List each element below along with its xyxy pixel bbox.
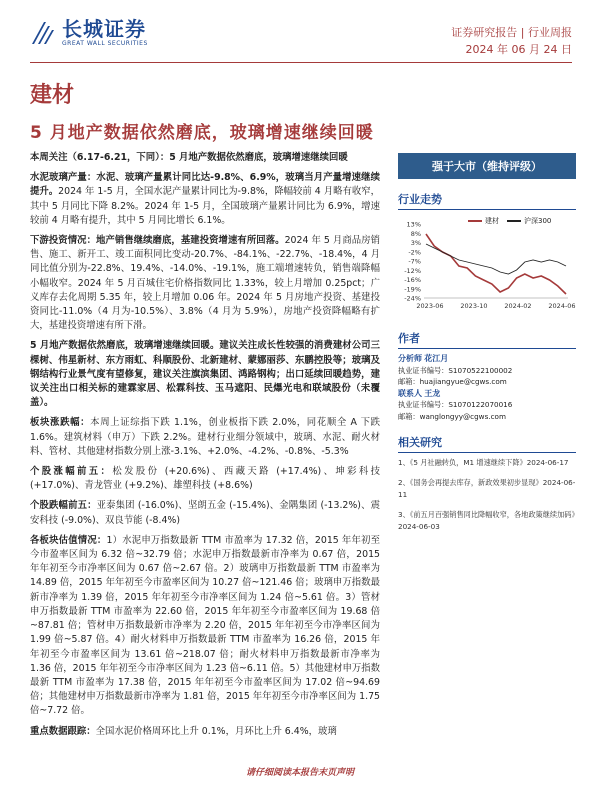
paragraph-investment: [30, 234, 380, 333]
production-text: 2024 年 1-5 月，全国水泥产量累计同比为-9.8%，降幅较前 4 月略有收窄，其中 5 月同比下降 8.2%。2024 年 1-5 月，全国玻璃产量累计同比为 6.9%，增速较前 4 月略有提升，其中 5 月同比增长 6.1%。: [30, 186, 380, 226]
analyst-email: 邮箱：wanglongyy@cgws.com: [398, 411, 506, 421]
losers-text: 亚泰集团 (-16.0%)、坚朗五金 (-15.4%)、金隅集团 (-13.2%)、震安科技 (-9.0%)、双良节能 (-8.4%): [30, 500, 380, 526]
paragraph-top-gainers: [30, 465, 380, 493]
logo-text: 长城证券: [62, 17, 146, 41]
related-heading: 相关研究: [398, 434, 576, 453]
report-meta: [451, 24, 572, 58]
performance-text: 本周上证综指下跌 1.1%，创业板指下跌 2.0%，同花顺全 A 下跌 1.6%。建筑材料（申万）下跌 2.2%。建材行业细分领域中，玻璃、水泥、耐火材料、管材、其他建材指数分别上涨-3.1%、+2.0%、-4.2%、-0.8%、-5.3%: [30, 417, 380, 457]
paragraph-valuation: [30, 534, 380, 719]
tracking-text: 全国水泥价格周环比上升 0.1%，月环比上升 6.4%，玻璃: [95, 725, 337, 737]
header-divider: [30, 62, 572, 63]
paragraph-performance: [30, 416, 380, 459]
legend-swatch: [507, 220, 521, 222]
performance-heading: 板块涨跌幅：: [30, 417, 91, 429]
series-line-building-materials: [426, 234, 566, 294]
gainers-heading: 个股涨幅前五：: [30, 466, 113, 478]
production-heading: 水泥玻璃产量：水泥、玻璃产量累计同比达-9.8%、6.9%，玻璃当月产量增速继续提升。: [30, 172, 380, 198]
main-text: [30, 151, 380, 745]
x-tick-label: 2024-02: [504, 302, 532, 310]
legend-item-building: [468, 216, 499, 226]
analyst-role: 分析师: [398, 354, 422, 363]
series-line-csi300: [426, 244, 566, 274]
logo-subtext: GREAT WALL SECURITIES: [62, 40, 148, 47]
paragraph-recommendation: [30, 339, 380, 410]
trend-heading: 行业走势: [398, 191, 576, 210]
y-tick-label: -16%: [404, 276, 421, 284]
y-tick-label: -7%: [408, 257, 421, 266]
author-heading: 作者: [398, 330, 576, 349]
logo-mark-icon: [30, 20, 56, 46]
gainers-text: 松发股份 (+20.6%)、西藏天路 (+17.4%)、坤彩科技 (+17.0%)、青龙管业 (+9.2%)、雄塑科技 (+8.6%): [30, 466, 380, 492]
rating-badge: 强于大市（维持评级）: [398, 153, 576, 179]
y-tick-label: 3%: [410, 239, 421, 247]
paragraph-production: [30, 171, 380, 228]
related-item[interactable]: 2、《国务会再提去库存，新政效果初步显现》2024-06-11: [398, 478, 576, 499]
related-item[interactable]: 1、《5 月社融转负，M1 增速继续下降》2024-06-17: [398, 458, 569, 467]
recommendation-text: 5 月地产数据依然磨底，玻璃增速继续回暖。建议关注成长性较强的消费建材公司三棵树、伟星新材、东方雨虹、科顺股份、北新建材、蒙娜丽莎、东鹏控股等；玻璃及钢结构行业景气度有望修复，建议关注旗滨集团、鸿路钢构；出口延续回暖趋势，建议关注出口相关标的建霖家居、松霖科技、玉马遮阳、民爆光电和联域股份（未覆盖）。: [30, 340, 380, 409]
paragraph-focus: [30, 151, 380, 165]
y-tick-label: -12%: [404, 266, 421, 275]
chart-svg: [398, 214, 576, 314]
valuation-heading: 各板块估值情况：: [30, 534, 107, 546]
y-tick-label: -19%: [404, 285, 421, 294]
x-tick-label: 2023-10: [460, 302, 488, 310]
analyst-cert: 执业证书编号：S1070522100002: [398, 365, 513, 375]
trend-chart: [398, 214, 576, 318]
related-list: [398, 457, 576, 533]
legend-item-csi300: [507, 216, 551, 226]
analyst-cert: 执业证书编号：S1070122070016: [398, 400, 513, 409]
report-title: 5 月地产数据依然磨底，玻璃增速继续回暖: [30, 123, 374, 143]
analyst-email: 邮箱：huajiangyue@cgws.com: [398, 377, 507, 386]
x-tick-label: 2024-06: [548, 302, 576, 310]
legend-label: 沪深300: [524, 217, 552, 225]
analyst-1: [398, 353, 576, 388]
report-date: 2024 年 06 月 24 日: [465, 43, 572, 56]
tracking-heading: 重点数据跟踪：: [30, 725, 96, 737]
footer-disclaimer: 请仔细阅读本报告末页声明: [245, 768, 354, 778]
x-tick-label: 2023-06: [416, 302, 444, 310]
analyst-name: 花江月: [424, 354, 449, 363]
y-tick-label: -24%: [404, 294, 421, 303]
y-tick-label: 13%: [406, 220, 421, 229]
investment-text: 2024 年 5 月商品房销售、施工、新开工、竣工面积同比变动-20.7%、-84.1%、-22.7%、-18.4%，4 月同比值分别为-22.8%、19.4%、-14.0%、-19.1%，施工端增速转负，销售端降幅小幅收窄。2024 年 5 月百城住宅价格指数同比 1.33%，较上月增加 0.25pct；广义库存去化周期 5.35 年，较上月增加 0.06 年。2024 年 5 月房地产投资、基建投资同比-11.0%（4 月为-10.5%）、3.8%（4 月为 5.9%），房地产投资降幅略有扩大，基建投资增速有所下滑。: [30, 235, 380, 332]
focus-heading: 本周关注（6.17-6.21，下同）：5 月地产数据依然磨底，玻璃增速继续回暖: [30, 152, 348, 163]
paragraph-data-tracking: [30, 725, 380, 739]
report-type: 证券研究报告 | 行业周报: [451, 26, 572, 39]
y-tick-label: 8%: [410, 229, 421, 238]
analyst-2: [398, 388, 576, 423]
analyst-name: 王龙: [424, 388, 441, 398]
investment-heading: 下游投资情况：地产销售继续磨底，基建投资增速有所回落。: [30, 235, 285, 247]
legend-swatch: [468, 220, 482, 222]
sidebar: [398, 151, 576, 541]
legend-label: 建材: [485, 217, 499, 225]
paragraph-top-losers: [30, 499, 380, 527]
valuation-text: 1）水泥申万指数最新 TTM 市盈率为 17.32 倍，2015 年年初至今市盈率区间为 6.32 倍~32.79 倍；水泥申万指数最新市净率为 0.67 倍，2015 年年初至今市净率区间为 0.67 倍~2.67 倍。2）玻璃申万指数最新 TTM 市盈率为 14.89 倍，2015 年年初至今市盈率区间为 10.27 倍~121.46 倍；玻璃申万指数最新市净率为 1.39 倍，2015 年年初至今市净率区间为 1.24 倍~5.61 倍。3）管材申万指数最新 TTM 市盈率为 22.60 倍，2015 年年初至今市盈率区间为 19.68 倍~87.81 倍；管材申万指数最新市净率为 2.20 倍，2015 年年初至今市净率区间为 1.99 倍~5.87 倍。4）耐火材料申万指数最新 TTM 市盈率为 16.26 倍，2015 年年初至今市盈率区间为 13.61 倍~218.07 倍；耐火材料申万指数最新市净率为 1.36 倍，2015 年年初至今市净率区间为 1.23 倍~6.11 倍。5）其他建材申万指数最新 TTM 市盈率为 17.38 倍，2015 年年初至今市盈率区间为 17.02 倍~94.69 倍；其他建材申万指数最新市净率为 1.81 倍，2015 年年初至今市净率区间为 1.75 倍~7.72 倍。: [30, 534, 380, 717]
analyst-block: [398, 353, 576, 422]
losers-heading: 个股跌幅前五：: [30, 500, 97, 512]
related-item[interactable]: 3、《前五月百强销售同比降幅收窄，各地政策继续加码》2024-06-03: [398, 510, 576, 531]
sector-title: 建材: [30, 83, 75, 108]
analyst-role: 联系人: [398, 388, 422, 398]
y-tick-label: -2%: [408, 248, 421, 257]
chart-legend: [468, 216, 551, 226]
company-logo: [30, 18, 148, 47]
